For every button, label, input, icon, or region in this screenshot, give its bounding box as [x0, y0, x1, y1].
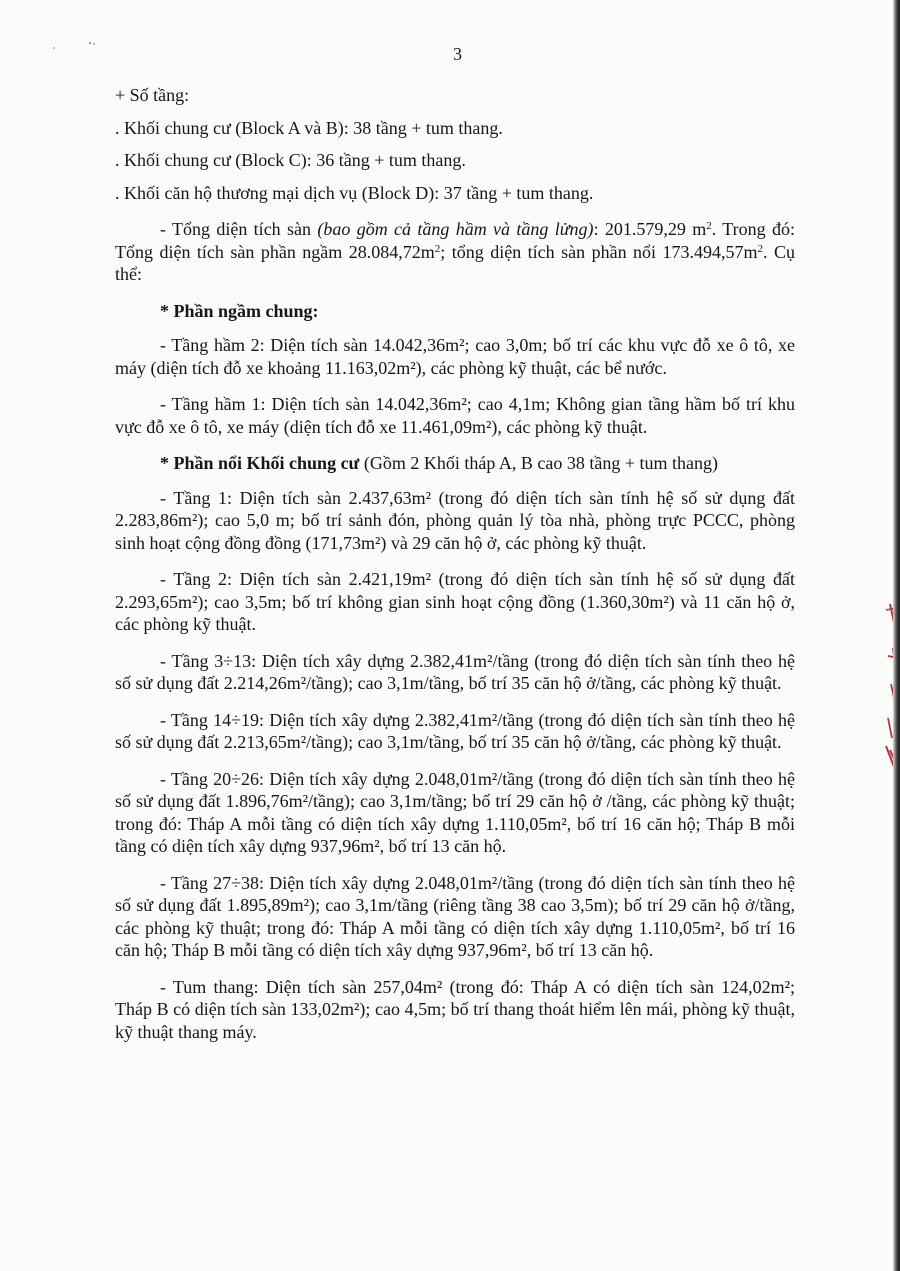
document-body	[115, 84, 795, 1043]
total-area-detail-lead: . Cụ thể:	[115, 241, 795, 284]
above-ground-heading-bold: * Phần nổi Khối chung cư	[160, 453, 360, 473]
above-ground-heading-rest: (Gồm 2 Khối tháp A, B cao 38 tầng + tum thang)	[359, 453, 718, 473]
floors-item-block-d: . Khối căn hộ thương mại dịch vụ (Block D): 37 tầng + tum thang.	[115, 182, 594, 203]
unit-superscript: 2	[434, 242, 441, 255]
stair-roof-paragraph: - Tum thang: Diện tích sàn 257,04m² (trong đó: Tháp A có diện tích sàn 124,02m²; Tháp B có diện tích sàn 133,02m²); cao 4,5m; bố trí thang thoát hiểm lên mái, phòng kỹ thuật, kỹ thuật thang máy.	[115, 976, 795, 1042]
floor-1-paragraph: - Tầng 1: Diện tích sàn 2.437,63m² (trong đó diện tích sàn tính hệ số sử dụng đất 2.283,86m²); cao 5,0 m; bố trí sảnh đón, phòng quản lý tòa nhà, phòng trực PCCC, phòng sinh hoạt cộng đồng đồng (171,73m²) và 29 căn hộ ở, các phòng kỹ thuật.	[115, 487, 795, 553]
above-ground-heading	[115, 452, 795, 475]
floor-2-paragraph: - Tầng 2: Diện tích sàn 2.421,19m² (trong đó diện tích sàn tính hệ số sử dụng đất 2.293,65m²); cao 3,5m; bố trí không gian sinh hoạt cộng đồng (1.360,30m²) và 11 căn hộ ở, các phòng kỹ thuật.	[115, 569, 795, 634]
floor-14-19-paragraph: - Tầng 14÷19: Diện tích xây dựng 2.382,41m²/tầng (trong đó diện tích sàn tính theo hệ số sử dụng đất 2.213,65m²/tầng); cao 3,1m/tầng, bố trí 35 căn hộ ở/tầng, các phòng kỹ thuật.	[115, 709, 795, 752]
total-area-above-ground: ; tổng diện tích sàn phần nổi 173.494,57m	[440, 241, 758, 262]
floor-3-13-paragraph: - Tầng 3÷13: Diện tích xây dựng 2.382,41m²/tầng (trong đó diện tích sàn tính theo hệ số sử dụng đất 2.214,26m²/tầng); cao 3,1m/tầng, bố trí 35 căn hộ ở/tầng, các phòng kỹ thuật.	[115, 650, 795, 693]
underground-heading: * Phần ngầm chung:	[160, 300, 319, 321]
total-area-paragraph	[115, 218, 795, 286]
unit-superscript: 2	[757, 242, 764, 255]
total-area-note: (bao gồm cả tầng hầm và tầng lửng)	[317, 219, 594, 239]
total-area-underground: . Trong đó: Tổng diện tích sàn phần ngầm 28.084,72m	[115, 219, 795, 262]
page-number: 3	[453, 44, 462, 64]
floor-27-38-paragraph: - Tầng 27÷38: Diện tích xây dựng 2.048,01m²/tầng (trong đó diện tích sàn tính theo hệ số sử dụng đất 1.895,89m²); cao 3,1m/tầng (riêng tầng 38 cao 3,5m); bố trí 29 căn hộ ở/tầng, các phòng kỹ thuật; trong đó: Tháp A mỗi tầng có diện tích xây dựng 1.110,05m², bố trí 16 căn hộ; Tháp B mỗi tầng có diện tích xây dựng 937,96m², bố trí 13 căn hộ.	[115, 872, 795, 960]
floor-20-26-paragraph: - Tầng 20÷26: Diện tích xây dựng 2.048,01m²/tầng (trong đó diện tích sàn tính theo hệ số sử dụng đất 1.896,76m²/tầng); cao 3,1m/tầng; bố trí 29 căn hộ ở /tầng, các phòng kỹ thuật; trong đó: Tháp A mỗi tầng có diện tích xây dựng 1.110,05m², bố trí 16 căn hộ; Tháp B mỗi tầng có diện tích xây dựng 937,96m², bố trí 13 căn hộ.	[115, 768, 795, 856]
floors-heading: + Số tầng:	[115, 85, 190, 105]
floors-item-block-c: . Khối chung cư (Block C): 36 tầng + tum thang.	[115, 150, 466, 170]
basement-1-paragraph: - Tầng hầm 1: Diện tích sàn 14.042,36m²; cao 4,1m; Không gian tầng hầm bố trí khu vực đỗ xe ô tô, xe máy (diện tích đỗ xe 11.461,09m²), các phòng kỹ thuật.	[115, 394, 795, 437]
total-area-prefix: - Tổng diện tích sàn	[160, 219, 318, 239]
basement-2-paragraph: - Tầng hầm 2: Diện tích sàn 14.042,36m²; cao 3,0m; bố trí các khu vực đỗ xe ô tô, xe máy (diện tích đỗ xe khoảng 11.163,02m²), các phòng kỹ thuật, các bể nước.	[115, 335, 795, 378]
total-area-value: : 201.579,29 m	[593, 219, 707, 239]
scan-page-edge	[893, 0, 900, 1271]
floors-item-block-ab: . Khối chung cư (Block A và B): 38 tầng + tum thang.	[115, 117, 503, 138]
unit-superscript: 2	[706, 220, 712, 232]
